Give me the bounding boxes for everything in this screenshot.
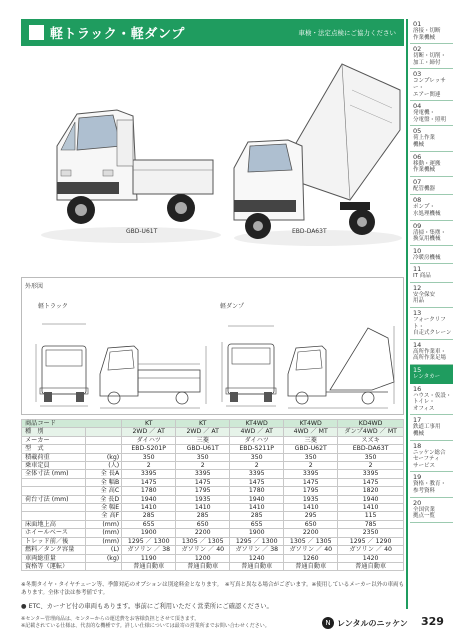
cell-value: 295 bbox=[284, 512, 338, 520]
sidebar-item-label: ハウス・仮設・ トイレ・ オフィス bbox=[413, 392, 452, 412]
cell-value: 1410 bbox=[230, 504, 284, 512]
sidebar-item-number: 06 bbox=[413, 152, 422, 161]
row-label bbox=[22, 487, 86, 495]
cell-value: 2 bbox=[338, 462, 404, 470]
cell-value: 4WD ／ AT bbox=[230, 428, 284, 436]
sidebar-item-number: 01 bbox=[413, 20, 422, 28]
row-label: トレッド前／後 bbox=[22, 537, 86, 545]
cell-value: ガソリン ／ 40 bbox=[284, 546, 338, 554]
cell-value: 1795 bbox=[284, 487, 338, 495]
company-logo bbox=[322, 616, 408, 630]
sidebar-item-label: コンプレッサー・ エアー関連 bbox=[413, 78, 446, 98]
table-row bbox=[22, 495, 404, 503]
cell-value: 1780 bbox=[122, 487, 176, 495]
table-row bbox=[22, 562, 404, 570]
sidebar-item-label: 高所作業車・ 高所作業足場 bbox=[413, 348, 447, 362]
cell-value: 普通自動車 bbox=[176, 562, 230, 570]
header-col: KD4WD bbox=[338, 420, 404, 428]
cell-value: 2 bbox=[284, 462, 338, 470]
cell-value: 350 bbox=[284, 453, 338, 461]
row-unit: (mm) bbox=[86, 520, 122, 528]
sidebar-item-15[interactable] bbox=[410, 365, 453, 384]
header-col: KT bbox=[176, 420, 230, 428]
drawings-title: 外形図 bbox=[25, 283, 44, 290]
row-label: 車両総重量 bbox=[22, 554, 86, 562]
sidebar-item-number: 09 bbox=[413, 221, 422, 230]
cell-value: 1795 bbox=[176, 487, 230, 495]
row-unit: (kg) bbox=[86, 554, 122, 562]
table-row bbox=[22, 453, 404, 461]
cell-value: GBD-U62T bbox=[284, 445, 338, 453]
cell-value: 4WD ／ MT bbox=[284, 428, 338, 436]
sidebar-item-label: IT 商品 bbox=[413, 273, 431, 280]
sidebar-item-number: 08 bbox=[413, 196, 422, 205]
row-label: ホイールベース bbox=[22, 529, 86, 537]
cell-value: 1240 bbox=[230, 554, 284, 562]
table-notes: ※冬期タイヤ・タイヤチェーン等、季節対応のオプションは別途料金となります。 ※写真と異なる場合がございます。※使用しているメーカー以外の車両もあります。全体寸法は参考値です。 bbox=[21, 582, 405, 596]
light-dump-photo bbox=[222, 50, 404, 246]
cell-value: EBD-S211P bbox=[230, 445, 284, 453]
row-label bbox=[22, 478, 86, 486]
sidebar-item-number: 02 bbox=[413, 45, 422, 54]
sidebar-item-number: 03 bbox=[413, 70, 422, 79]
logo-mark: N bbox=[322, 617, 334, 629]
cell-value: 1295 ／ 1300 bbox=[122, 537, 176, 545]
sidebar-item-label: ニッケン総合 セーフティ サービス bbox=[413, 449, 446, 469]
row-unit bbox=[86, 428, 122, 436]
cell-value: 3395 bbox=[230, 470, 284, 478]
header-col: KT4WD bbox=[284, 420, 338, 428]
cell-value: 2200 bbox=[284, 529, 338, 537]
header-square-icon bbox=[29, 25, 44, 40]
cell-value: ダイハツ bbox=[230, 436, 284, 444]
row-label bbox=[22, 504, 86, 512]
etc-note: ● ETC、カーナビ付の車両もあります。事前にご利用いただく営業所にご確認ください。 bbox=[21, 603, 273, 610]
cell-value: 1900 bbox=[122, 529, 176, 537]
cell-value: EBD-S201P bbox=[122, 445, 176, 453]
row-label: 積載荷重 bbox=[22, 453, 86, 461]
sidebar-item-number: 19 bbox=[413, 473, 422, 482]
sidebar-item-09[interactable] bbox=[410, 221, 453, 246]
cell-value: ガソリン ／ 40 bbox=[176, 546, 230, 554]
cell-value: 1420 bbox=[338, 554, 404, 562]
cell-value: 1935 bbox=[284, 495, 338, 503]
table-row bbox=[22, 462, 404, 470]
header-note: 車検・法定点検にご協力ください bbox=[298, 29, 396, 37]
sidebar-item-number: 13 bbox=[413, 309, 422, 318]
cell-value: 285 bbox=[122, 512, 176, 520]
cell-value: 3395 bbox=[338, 470, 404, 478]
sidebar-item-19[interactable] bbox=[410, 472, 453, 497]
sidebar-item-number: 14 bbox=[413, 340, 422, 349]
cell-value: 115 bbox=[338, 512, 404, 520]
sidebar-item-label: 清掃・集塵・ 換気用機械 bbox=[413, 229, 447, 243]
cell-value: 普通自動車 bbox=[284, 562, 338, 570]
cell-value: 1900 bbox=[230, 529, 284, 537]
table-row bbox=[22, 478, 404, 486]
page-title: 軽トラック・軽ダンプ bbox=[50, 27, 185, 42]
row-unit: (kg) bbox=[86, 453, 122, 461]
spec-table bbox=[21, 419, 404, 571]
sidebar-item-label: 配管機器 bbox=[413, 185, 436, 192]
left-photo-caption: GBD-U61T bbox=[126, 228, 158, 235]
cell-value: 285 bbox=[176, 512, 230, 520]
row-unit: 全 幅B bbox=[86, 478, 122, 486]
cell-value: ガソリン ／ 40 bbox=[338, 546, 404, 554]
footer-note: ※センター管理商品は、センターからの運送費をお客様負担とさせて頂きます。 ※記載されている仕様は、代表的な機種です。詳しい仕様については最寄の営業所までお問い合わせください。 bbox=[21, 616, 270, 629]
table-row bbox=[22, 428, 404, 436]
row-label: 資格等（運転） bbox=[22, 562, 86, 570]
cell-value: 1295 ／ 1300 bbox=[230, 537, 284, 545]
cell-value: 2200 bbox=[176, 529, 230, 537]
sidebar-item-label: ポンプ・ 水処理機械 bbox=[413, 204, 441, 217]
sidebar-item-label: レンタカー bbox=[413, 374, 441, 381]
sidebar-item-number: 10 bbox=[413, 246, 422, 255]
truck-front-view bbox=[36, 324, 88, 406]
cell-value: 3395 bbox=[284, 470, 338, 478]
table-row bbox=[22, 487, 404, 495]
cell-value: 1475 bbox=[176, 478, 230, 486]
sidebar-item-12[interactable] bbox=[410, 283, 453, 308]
sidebar-item-04[interactable] bbox=[410, 101, 453, 126]
sidebar-item-17[interactable] bbox=[410, 415, 453, 440]
sidebar-item-label: 資格・教育・ 参考資料 bbox=[413, 481, 447, 494]
truck-drawing-label: 軽トラック bbox=[38, 303, 68, 310]
cell-value: 1475 bbox=[230, 478, 284, 486]
row-unit: (L) bbox=[86, 546, 122, 554]
cell-value: ガソリン ／ 38 bbox=[230, 546, 284, 554]
sidebar-item-13[interactable] bbox=[410, 308, 453, 340]
cell-value: 2 bbox=[122, 462, 176, 470]
sidebar-item-11[interactable] bbox=[410, 264, 453, 283]
sidebar-item-14[interactable] bbox=[410, 340, 453, 365]
sidebar-item-number: 17 bbox=[413, 416, 422, 425]
sidebar-item-18[interactable] bbox=[410, 441, 453, 473]
table-row bbox=[22, 554, 404, 562]
sidebar-item-01[interactable] bbox=[410, 19, 453, 44]
cell-value: 655 bbox=[230, 520, 284, 528]
cell-value: 2 bbox=[176, 462, 230, 470]
cell-value: 650 bbox=[176, 520, 230, 528]
cell-value: 3395 bbox=[176, 470, 230, 478]
cell-value: 1410 bbox=[122, 504, 176, 512]
row-label: 床面地上高 bbox=[22, 520, 86, 528]
row-label: 燃料／タンク容量 bbox=[22, 546, 86, 554]
table-row bbox=[22, 436, 404, 444]
cell-value: 350 bbox=[122, 453, 176, 461]
row-label: 乗車定員 bbox=[22, 462, 86, 470]
sidebar-item-number: 15 bbox=[413, 366, 422, 375]
cell-value: 785 bbox=[338, 520, 404, 528]
cell-value: 1410 bbox=[284, 504, 338, 512]
table-row bbox=[22, 529, 404, 537]
row-label: 型 式 bbox=[22, 445, 86, 453]
cell-value: 1935 bbox=[176, 495, 230, 503]
sidebar-item-07[interactable] bbox=[410, 177, 453, 196]
row-unit bbox=[86, 562, 122, 570]
sidebar-item-number: 12 bbox=[413, 283, 422, 292]
cell-value: 1295 ／ 1290 bbox=[338, 537, 404, 545]
dump-drawing-label: 軽ダンプ bbox=[220, 303, 245, 310]
cell-value: 2WD ／ AT bbox=[176, 428, 230, 436]
sidebar-item-label: 切断・切削・ 加工・締付 bbox=[413, 53, 447, 66]
cell-value: 1305 ／ 1305 bbox=[176, 537, 230, 545]
cell-value: 普通自動車 bbox=[122, 562, 176, 570]
cell-value: 3395 bbox=[122, 470, 176, 478]
cell-value: 2350 bbox=[338, 529, 404, 537]
sidebar-item-10[interactable] bbox=[410, 246, 453, 265]
cell-value: 650 bbox=[284, 520, 338, 528]
cell-value: 1940 bbox=[230, 495, 284, 503]
row-label: 種 別 bbox=[22, 428, 86, 436]
table-row bbox=[22, 512, 404, 520]
page-number: 329 bbox=[421, 615, 444, 628]
cell-value: 285 bbox=[230, 512, 284, 520]
row-label: 荷台寸法 (mm) bbox=[22, 495, 86, 503]
table-header-row bbox=[22, 420, 404, 428]
sidebar-item-label: 冷暖房機械 bbox=[413, 254, 441, 261]
table-row bbox=[22, 546, 404, 554]
sidebar-item-number: 18 bbox=[413, 441, 422, 450]
row-unit: 全 長A bbox=[86, 470, 122, 478]
cell-value: 普通自動車 bbox=[338, 562, 404, 570]
sidebar-item-number: 04 bbox=[413, 102, 422, 111]
sidebar-item-label: 荷上作業 機械 bbox=[413, 135, 436, 148]
row-unit bbox=[86, 445, 122, 453]
category-sidebar bbox=[410, 19, 453, 523]
cell-value: 三菱 bbox=[284, 436, 338, 444]
sidebar-item-number: 05 bbox=[413, 127, 422, 136]
cell-value: ダンプ4WD ／ MT bbox=[338, 428, 404, 436]
table-row bbox=[22, 470, 404, 478]
header-col: KT bbox=[122, 420, 176, 428]
cell-value: 2WD ／ AT bbox=[122, 428, 176, 436]
sidebar-item-number: 16 bbox=[413, 384, 422, 393]
sidebar-item-16[interactable] bbox=[410, 384, 453, 416]
light-truck-photo bbox=[21, 50, 221, 246]
header-label: 商品コード bbox=[22, 420, 122, 428]
cell-value: 2 bbox=[230, 462, 284, 470]
cell-value: 350 bbox=[176, 453, 230, 461]
sidebar-item-label: 発電機・ 分電盤・照明 bbox=[413, 110, 447, 123]
cell-value: EBD-DA63T bbox=[338, 445, 404, 453]
sidebar-rule bbox=[406, 19, 408, 609]
cell-value: 1940 bbox=[122, 495, 176, 503]
cell-value: 1260 bbox=[284, 554, 338, 562]
right-photo-caption: EBD-DA63T bbox=[292, 228, 327, 235]
cell-value: 1820 bbox=[338, 487, 404, 495]
table-row bbox=[22, 504, 404, 512]
cell-value: 1410 bbox=[338, 504, 404, 512]
table-row bbox=[22, 445, 404, 453]
sidebar-item-06[interactable] bbox=[410, 152, 453, 177]
sidebar-item-label: 溶接・切断 作業機械 bbox=[413, 28, 441, 41]
row-unit bbox=[86, 436, 122, 444]
cell-value: 350 bbox=[230, 453, 284, 461]
cell-value: ガソリン ／ 38 bbox=[122, 546, 176, 554]
section-header bbox=[21, 19, 404, 46]
cell-value: 350 bbox=[338, 453, 404, 461]
cell-value: 三菱 bbox=[176, 436, 230, 444]
row-unit: (mm) bbox=[86, 537, 122, 545]
row-label: 全体寸法 (mm) bbox=[22, 470, 86, 478]
cell-value: 1475 bbox=[338, 478, 404, 486]
cell-value: 655 bbox=[122, 520, 176, 528]
sidebar-item-08[interactable] bbox=[410, 195, 453, 220]
row-unit: (人) bbox=[86, 462, 122, 470]
header-col: KT4WD bbox=[230, 420, 284, 428]
row-unit: 全 高C bbox=[86, 487, 122, 495]
table-row bbox=[22, 537, 404, 545]
row-label bbox=[22, 512, 86, 520]
cell-value: 1475 bbox=[122, 478, 176, 486]
sidebar-item-label: 移動・運搬 作業機械 bbox=[413, 160, 441, 174]
cell-value: スズキ bbox=[338, 436, 404, 444]
cell-value: 1780 bbox=[230, 487, 284, 495]
sidebar-item-02[interactable] bbox=[410, 44, 453, 69]
sidebar-item-label: 鉄道工事用 機械 bbox=[413, 424, 441, 437]
cell-value: 1475 bbox=[284, 478, 338, 486]
dump-front-view bbox=[222, 326, 276, 406]
sidebar-item-20[interactable] bbox=[410, 498, 453, 523]
sidebar-item-05[interactable] bbox=[410, 126, 453, 151]
row-label: メーカー bbox=[22, 436, 86, 444]
sidebar-item-label: フォークリフト・ 自走式クレーン bbox=[413, 317, 452, 337]
row-unit: (mm) bbox=[86, 529, 122, 537]
cell-value: GBD-U61T bbox=[176, 445, 230, 453]
cell-value: 普通自動車 bbox=[230, 562, 284, 570]
sidebar-item-label: 全国営業 拠点一覧 bbox=[413, 506, 436, 520]
logo-name: レンタルのニッケン bbox=[337, 618, 408, 628]
row-unit: 全 長D bbox=[86, 495, 122, 503]
sidebar-item-number: 11 bbox=[413, 265, 422, 274]
cell-value: 1190 bbox=[122, 554, 176, 562]
dump-side-view bbox=[288, 326, 394, 408]
sidebar-item-03[interactable] bbox=[410, 69, 453, 101]
row-unit: 全 高F bbox=[86, 512, 122, 520]
row-unit: 全 幅E bbox=[86, 504, 122, 512]
cell-value: 1410 bbox=[176, 504, 230, 512]
outline-drawings bbox=[21, 277, 404, 415]
cell-value: 1940 bbox=[338, 495, 404, 503]
sidebar-item-number: 20 bbox=[413, 498, 422, 507]
cell-value: ダイハツ bbox=[122, 436, 176, 444]
cell-value: 1200 bbox=[176, 554, 230, 562]
sidebar-item-number: 07 bbox=[413, 177, 422, 186]
cell-value: 1305 ／ 1305 bbox=[284, 537, 338, 545]
truck-side-view bbox=[100, 346, 206, 408]
sidebar-item-label: 安全保安 用品 bbox=[413, 291, 436, 305]
table-row bbox=[22, 520, 404, 528]
